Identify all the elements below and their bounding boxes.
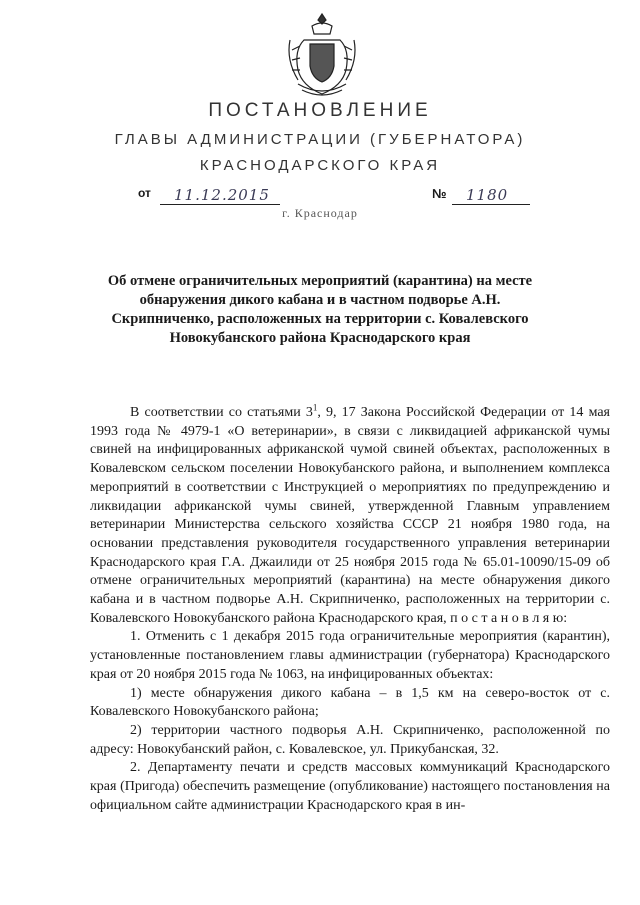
issuer-heading: ГЛАВЫ АДМИНИСТРАЦИИ (ГУБЕРНАТОРА) xyxy=(114,131,526,148)
paragraph-item-2: 2. Департаменту печати и средств массовых коммуникаций Краснодарского края (Пригода) обеспечить размещение (опубликование) настоящего постановления на официальном сайте администрации Краснодарского края в ин- xyxy=(90,760,610,813)
document-title: Об отмене ограничительных мероприятий (карантина) на месте обнаружения дикого кабана и в частном подворье А.Н. Скрипниченко, расположенных на территории с. Ковалевского Новокубанского района Краснодарского края xyxy=(107,273,533,346)
article-superscript: 1 xyxy=(312,402,318,413)
coat-of-arms-emblem xyxy=(284,10,360,102)
date-label: от xyxy=(138,186,151,200)
resolve-word: п о с т а н о в л я ю: xyxy=(450,610,568,626)
date-field xyxy=(160,186,280,205)
number-field xyxy=(452,186,530,205)
paragraph-preamble xyxy=(90,404,610,628)
paragraph-subitem-1: 1) месте обнаружения дикого кабана – в 1,5 км на северо-восток от с. Ковалевского Новокубанского района; xyxy=(90,685,610,720)
paragraph-subitem-2: 2) территории частного подворья А.Н. Скрипниченко, расположенной по адресу: Новокубанский район, с. Ковалевское, ул. Прикубанская, 32. xyxy=(90,722,610,757)
paragraph-item-1: 1. Отменить с 1 декабря 2015 года ограничительные мероприятия (карантин), установленные постановлением главы администрации (губернатора) Краснодарского края от 20 ноября 2015 года № 1063, на инфицированных объектах: xyxy=(90,629,610,682)
number-label: № xyxy=(432,186,447,201)
document-type-heading: ПОСТАНОВЛЕНИЕ xyxy=(208,100,432,121)
region-heading: КРАСНОДАРСКОГО КРАЯ xyxy=(199,157,441,174)
document-body xyxy=(90,404,610,815)
date-value: 11.12.2015 xyxy=(174,186,270,204)
preamble-text-b: , 9, 17 Закона Российской Федерации от 14 мая 1993 года № 4979-1 «О ветеринарии», в связи с ликвидацией африканской чумы свиней на инфицированных африканской чумой свиней объектах, расположенных в Ковалевском сельском поселении Новокубанского района, и выполнением комплекса мероприятий в соответствии с Инструкцией о мероприятиях по предупреждению и ликвидации африканской чумы свиней, утвержденной Главным управлением ветеринарии Министерства сельского хозяйства СССР 21 ноября 1980 года, на основании представления руководителя государственного управления ветеринарии Краснодарского края Г.А. Джаилиди от 25 ноября 2015 года № 65.01-10090/15-09 об отмене ограничительных мероприятий (карантина) на месте обнаружения дикого кабана и в частном подворье А.Н. Скрипниченко, расположенных на территории с. Ковалевского Новокубанского района Краснодарского края, xyxy=(90,405,610,626)
number-value: 1180 xyxy=(466,186,509,204)
city-line: г. Краснодар xyxy=(282,206,358,220)
preamble-text-a: В соответствии со статьями 3 xyxy=(130,405,313,420)
